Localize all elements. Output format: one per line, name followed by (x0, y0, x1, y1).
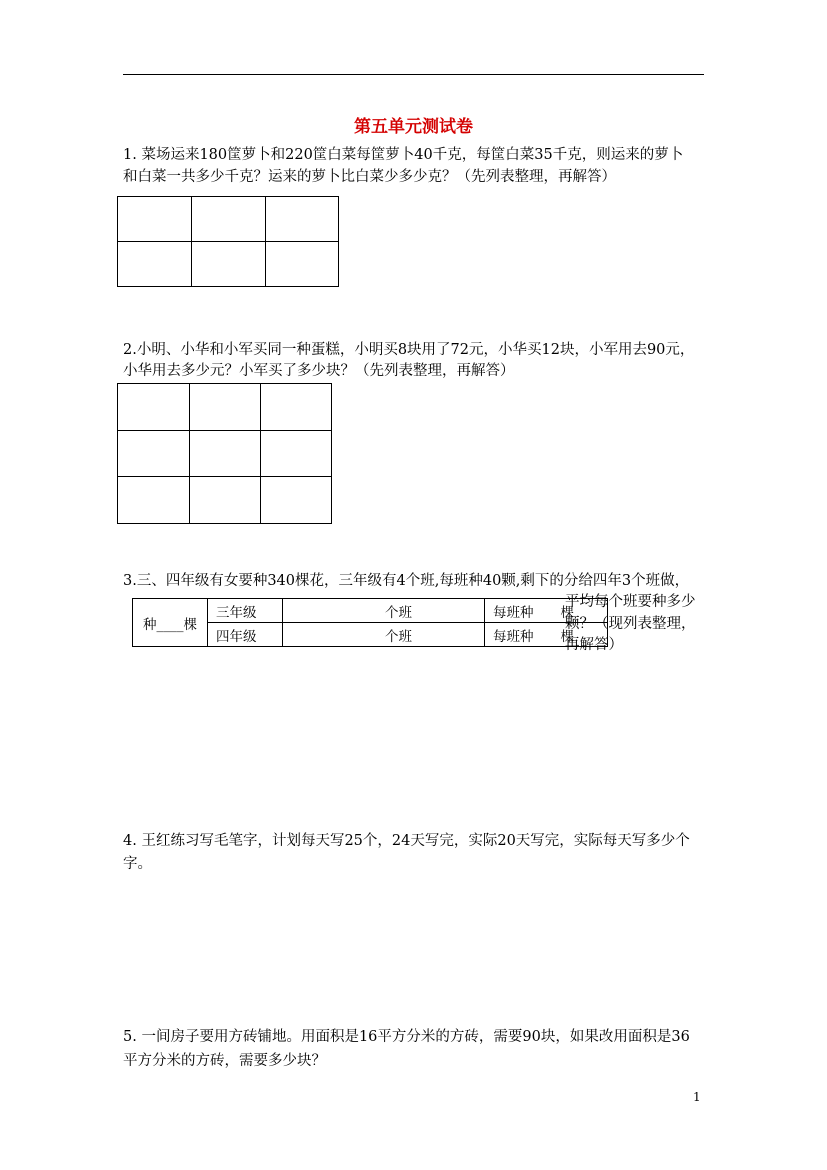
question-2-line-1: 2.小明、小华和小军买同一种蛋糕，小明买8块用了72元，小华买12块，小军用去90元， (123, 342, 695, 358)
page-title: 第五单元测试卷 (354, 117, 473, 137)
question-1-line-2: 和白菜一共多少千克？运来的萝卜比白菜少多少克？（先列表整理，再解答） (123, 169, 616, 185)
question-4-line-2: 字。 (123, 856, 152, 872)
question-5-line-1: 5. 一间房子要用方砖铺地。用面积是16平方分米的方砖，需要90块，如果改用面积是36 (123, 1029, 690, 1045)
page-number: 1 (693, 1090, 701, 1104)
total-cell: 种____棵 (133, 599, 208, 647)
question-2-line-2: 小华用去多少元？小军买了多少块？（先列表整理，再解答） (123, 363, 515, 379)
question-3-table (132, 598, 608, 647)
answer-cell (118, 242, 192, 287)
answer-cell (192, 242, 266, 287)
question-4-line-1: 4. 王红练习写毛笔字，计划每天写25个，24天写完，实际20天写完，实际每天写多少个 (123, 833, 690, 849)
classes-cell: 个班 (283, 599, 485, 623)
question-2-answer-table (117, 383, 332, 524)
answer-cell (192, 197, 266, 242)
answer-cell (266, 242, 339, 287)
answer-cell (190, 384, 261, 431)
answer-cell (190, 477, 261, 524)
answer-cell (118, 384, 190, 431)
question-1-answer-table (117, 196, 339, 287)
question-3-side-line-3: 再解答） (565, 637, 623, 653)
header-rule (123, 74, 704, 75)
question-3-line-1: 3.三、四年级有女要种340棵花，三年级有4个班,每班种40颗,剩下的分给四年3个班做， (123, 573, 690, 589)
answer-cell (261, 477, 332, 524)
answer-cell (118, 197, 192, 242)
answer-cell (261, 384, 332, 431)
answer-cell (266, 197, 339, 242)
per-class-cell: 每班种 棵 (485, 599, 608, 623)
question-1-line-1: 1. 菜场运来180筐萝卜和220筐白菜每筐萝卜40千克，每筐白菜35千克，则运来的萝卜 (123, 147, 684, 163)
answer-cell (261, 431, 332, 477)
per-class-cell: 每班种 棵 (485, 623, 608, 647)
classes-cell: 个班 (283, 623, 485, 647)
grade-cell: 四年级 (208, 623, 283, 647)
answer-cell (190, 431, 261, 477)
question-5-line-2: 平方分米的方砖，需要多少块？ (123, 1053, 326, 1069)
question-3-side-line-1: 平均每个班要种多少 (565, 594, 696, 610)
grade-cell: 三年级 (208, 599, 283, 623)
answer-cell (118, 431, 190, 477)
answer-cell (118, 477, 190, 524)
question-3-side-line-2: 颗？（现列表整理， (565, 616, 696, 632)
